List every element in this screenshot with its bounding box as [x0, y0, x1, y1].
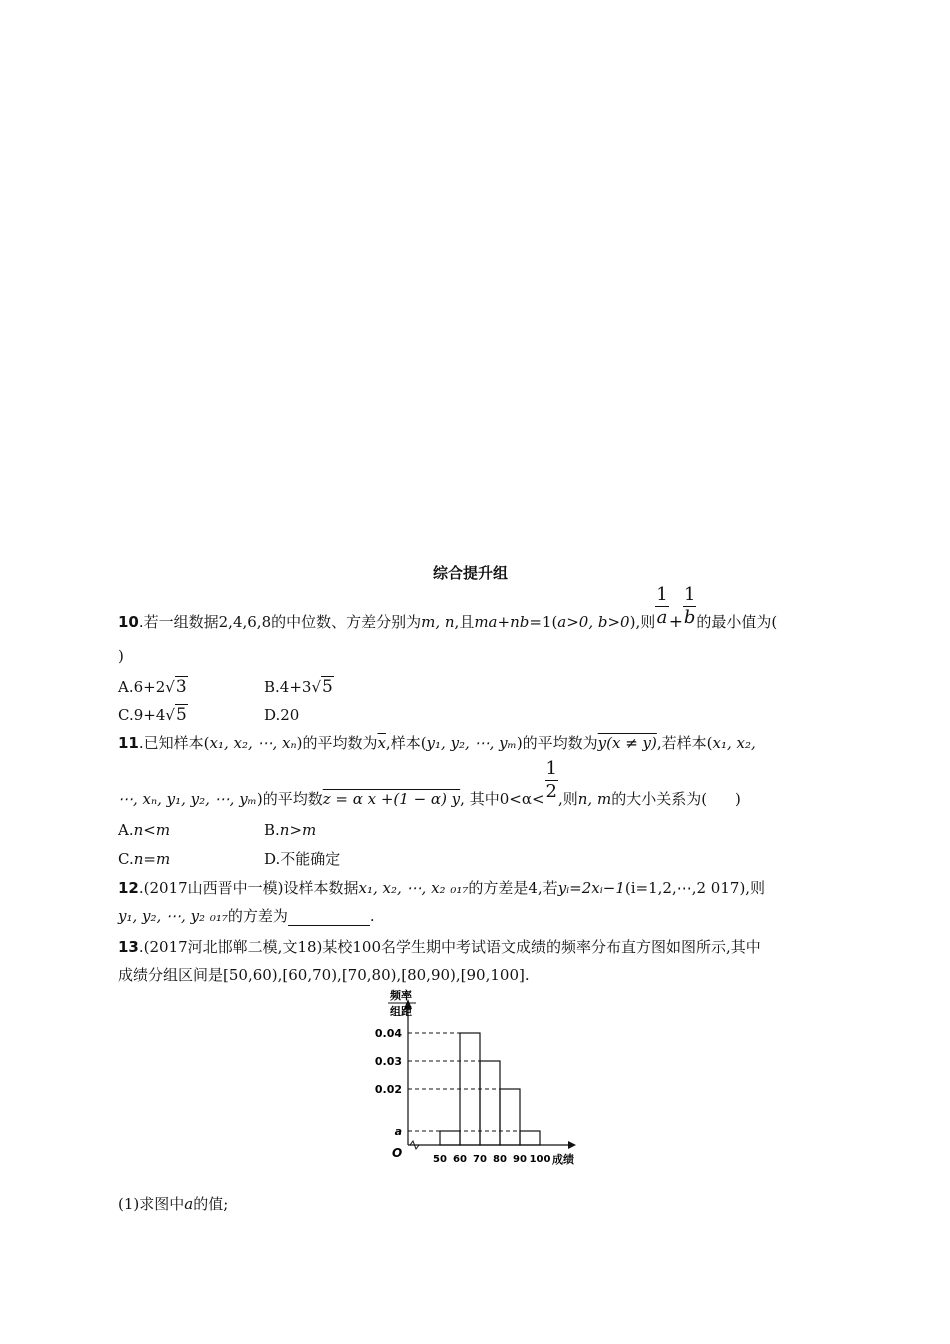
question-12-line2: y₁, y₂, ⋯, y₂ ₀₁₇的方差为 .	[118, 907, 375, 925]
option-11-b: B.n>m	[264, 821, 317, 839]
fraction-1-over-a: $\frac{1}{a}$	[656, 583, 668, 628]
y-tick-label: 0.03	[374, 1055, 402, 1068]
question-11-line2: ⋯, xₙ, y₁, y₂, ⋯, yₘ)的平均数z = α x +(1 − α) y, 其中0<α< $\frac{1}{2}$ ,则n, m的大小关系为( )	[118, 757, 741, 808]
question-number: 10	[118, 613, 139, 631]
histogram-bar	[480, 1061, 500, 1145]
question-12-line1: 12.(2017山西晋中一模)设样本数据x₁, x₂, ⋯, x₂ ₀₁₇的方差是4,若yᵢ=2xᵢ−1(i=1,2,⋯,2 017),则	[118, 879, 766, 897]
option-10-d: D.20	[264, 706, 300, 724]
histogram-bar	[520, 1131, 540, 1145]
option-11-a: A.n<m	[118, 821, 171, 839]
y-tick-label: 0.04	[374, 1027, 402, 1040]
question-11-line1: 11.已知样本(x₁, x₂, ⋯, xₙ)的平均数为$\overline{x}$,样本(y₁, y₂, ⋯, yₘ)的平均数为y(x ≠ y),若样本(x₁, x₂,	[118, 734, 756, 752]
frequency-histogram	[360, 985, 600, 1170]
x-tick-label: 100	[529, 1154, 551, 1165]
question-number: 11	[118, 734, 139, 752]
question-13-part1: (1)求图中a的值;	[118, 1195, 229, 1213]
y-tick-label: a	[394, 1125, 402, 1138]
option-11-c: C.n=m	[118, 850, 171, 868]
x-tick-label: 80	[493, 1154, 507, 1165]
y-axis-label-bottom: 组距	[390, 1005, 412, 1018]
x-tick-label: 70	[473, 1154, 487, 1165]
option-11-d: D.不能确定	[264, 850, 341, 868]
option-10-a: A.6+2√3	[118, 677, 187, 697]
section-title: 综合提升组	[433, 564, 509, 582]
y-tick-label: 0.02	[374, 1083, 402, 1096]
question-13-line1: 13.(2017河北邯郸二模,文18)某校100名学生期中考试语文成绩的频率分布直方图如图所示,其中	[118, 938, 761, 956]
x-axis-arrow	[568, 1141, 576, 1149]
histogram-bar	[460, 1033, 480, 1145]
origin-label: O	[392, 1146, 403, 1160]
question-number: 12	[118, 879, 139, 897]
fraction-1-over-b: $\frac{1}{b}$	[683, 583, 696, 628]
question-10-close: )	[118, 647, 124, 665]
x-axis-label: 成绩	[552, 1153, 574, 1166]
histogram-bar	[500, 1089, 520, 1145]
x-tick-label: 60	[453, 1154, 467, 1165]
question-10-line1: 10.若一组数据2,4,6,8的中位数、方差分别为m, n,且ma+nb=1(a>0, b>0),则 $\frac{1}{a}$ + $\frac{1}{b}$ 的最小值为(	[118, 583, 778, 632]
x-tick-label: 90	[513, 1154, 527, 1165]
histogram-bar	[440, 1131, 460, 1145]
x-tick-label: 50	[433, 1154, 447, 1165]
fraction-one-half: $\frac{1}{2}$	[545, 757, 557, 802]
option-10-c: C.9+4√5	[118, 705, 187, 725]
question-number: 13	[118, 938, 139, 956]
option-10-b: B.4+3√5	[264, 677, 333, 697]
question-13-line2: 成绩分组区间是[50,60),[60,70),[70,80),[80,90),[90,100].	[118, 966, 530, 984]
y-axis-label-top: 频率	[390, 989, 412, 1002]
answer-blank[interactable]	[288, 911, 370, 926]
